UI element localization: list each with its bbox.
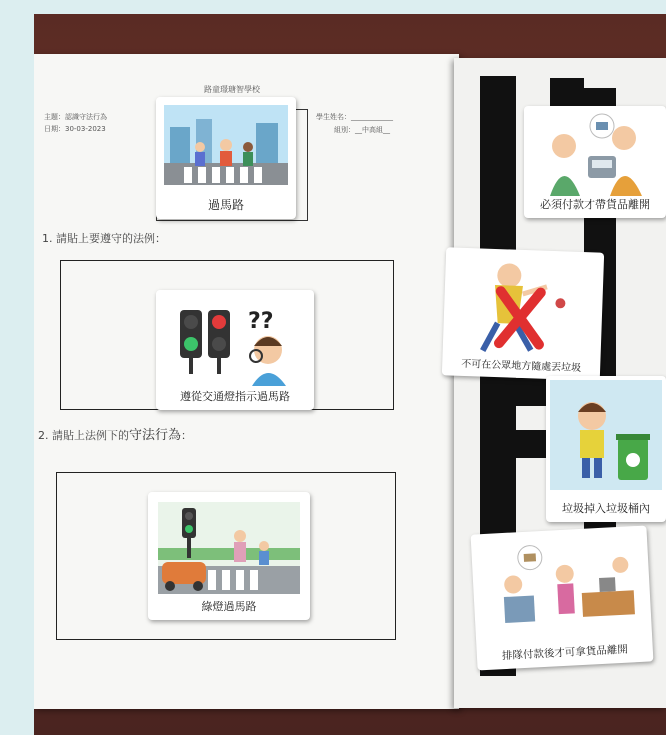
date-text: 日期：30-03-2023	[44, 125, 106, 133]
title-card-label: 過馬路	[207, 198, 244, 212]
topic-text: 主題：認識守法行為	[44, 113, 107, 121]
student-class-field: 組別：__中高組__	[334, 126, 390, 134]
behavior-card-label: 綠燈過馬路	[201, 600, 257, 613]
queue-card[interactable]	[471, 525, 654, 670]
photo	[34, 14, 666, 735]
trash-card-label: 垃圾掉入垃圾桶內	[562, 502, 650, 515]
littering-card-label: 不可在公眾地方隨處丟垃圾	[461, 358, 582, 375]
rule-card-label: 遵從交通燈指示過馬路	[180, 390, 290, 403]
question-2: 2. 請貼上法例下的守法行為：	[38, 428, 193, 443]
pay-card[interactable]	[524, 106, 666, 218]
title-card[interactable]	[156, 97, 296, 219]
pay-card-label: 必須付款才帶貨品離開	[540, 198, 650, 211]
queue-card-label: 排隊付款後才可拿貨品離開	[501, 643, 629, 663]
worksheet	[34, 54, 459, 709]
trash-card[interactable]	[546, 376, 666, 522]
question-1: 1. 請貼上要遵守的法例：	[42, 232, 166, 245]
littering-card[interactable]	[442, 247, 604, 380]
school-name: 路童璟瑭智學校	[204, 85, 260, 94]
behavior-card[interactable]	[148, 492, 310, 620]
svg-text:??: ??	[248, 309, 274, 334]
rule-card[interactable]	[156, 290, 314, 410]
student-name-field: 學生姓名：____________	[316, 113, 393, 121]
